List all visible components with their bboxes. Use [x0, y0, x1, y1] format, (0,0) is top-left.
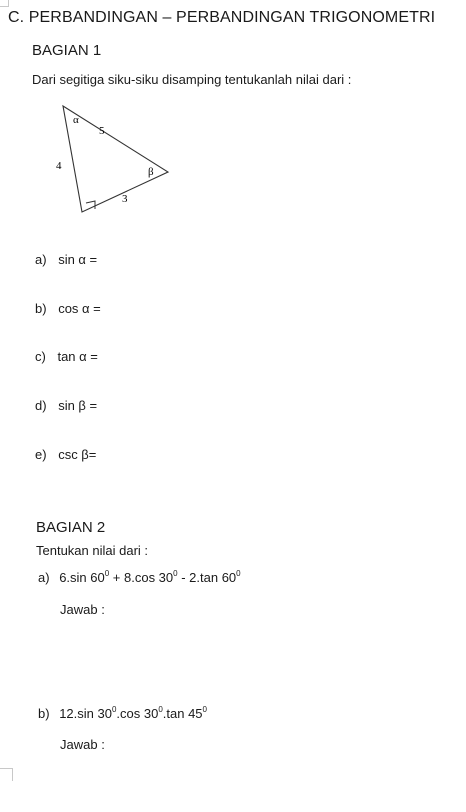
- question-letter: e): [35, 447, 47, 462]
- vertical-side-label: 4: [56, 160, 62, 172]
- degree-sign: 0: [111, 705, 117, 714]
- expr-term: + 8.cos 30: [109, 570, 174, 585]
- hypotenuse-label: 5: [99, 125, 105, 137]
- expr-term: - 2.tan 60: [177, 570, 237, 585]
- question-b: [35, 301, 101, 316]
- question-letter: c): [35, 349, 46, 364]
- question-expression: sin α =: [58, 252, 98, 267]
- degree-sign: 0: [236, 569, 241, 578]
- question-d: [35, 398, 97, 413]
- question-expression: tan α =: [57, 349, 98, 364]
- answer-label-a: Jawab :: [60, 602, 105, 617]
- answer-label-b: Jawab :: [60, 737, 105, 752]
- question-letter: b): [35, 301, 47, 316]
- expr-term: .cos 30: [116, 706, 159, 721]
- part2-heading: BAGIAN 2: [36, 519, 106, 536]
- section-title: C. PERBANDINGAN – PERBANDINGAN TRIGONOMETRI: [8, 9, 436, 26]
- part2-instruction: Tentukan nilai dari :: [36, 543, 149, 558]
- degree-sign: 0: [173, 569, 178, 578]
- question-expression: csc β=: [58, 447, 97, 462]
- question-e: [35, 447, 96, 462]
- expr-term: .tan 45: [162, 706, 203, 721]
- horizontal-side-label: 3: [122, 193, 128, 205]
- part2-question-b: [38, 706, 207, 721]
- question-letter: b): [38, 706, 50, 721]
- part1-heading: BAGIAN 1: [32, 42, 102, 59]
- degree-sign: 0: [104, 569, 110, 578]
- angle-alpha-label: α: [73, 114, 79, 126]
- question-letter: a): [35, 252, 47, 267]
- page-corner-mark-bottom: [0, 768, 13, 781]
- degree-sign: 0: [158, 705, 163, 714]
- right-triangle-figure: [0, 0, 466, 240]
- question-expression: cos α =: [58, 301, 101, 316]
- question-a: [35, 252, 97, 267]
- angle-beta-label: β: [148, 166, 154, 178]
- degree-sign: 0: [202, 705, 207, 714]
- part1-instruction: Dari segitiga siku-siku disamping tentukanlah nilai dari :: [32, 72, 352, 87]
- question-letter: d): [35, 398, 47, 413]
- part2-question-a: [38, 570, 241, 585]
- expr-term: 6.sin 60: [59, 570, 105, 585]
- question-letter: a): [38, 570, 50, 585]
- expr-term: 12.sin 30: [59, 706, 112, 721]
- question-c: [35, 349, 98, 364]
- question-expression: sin β =: [58, 398, 98, 413]
